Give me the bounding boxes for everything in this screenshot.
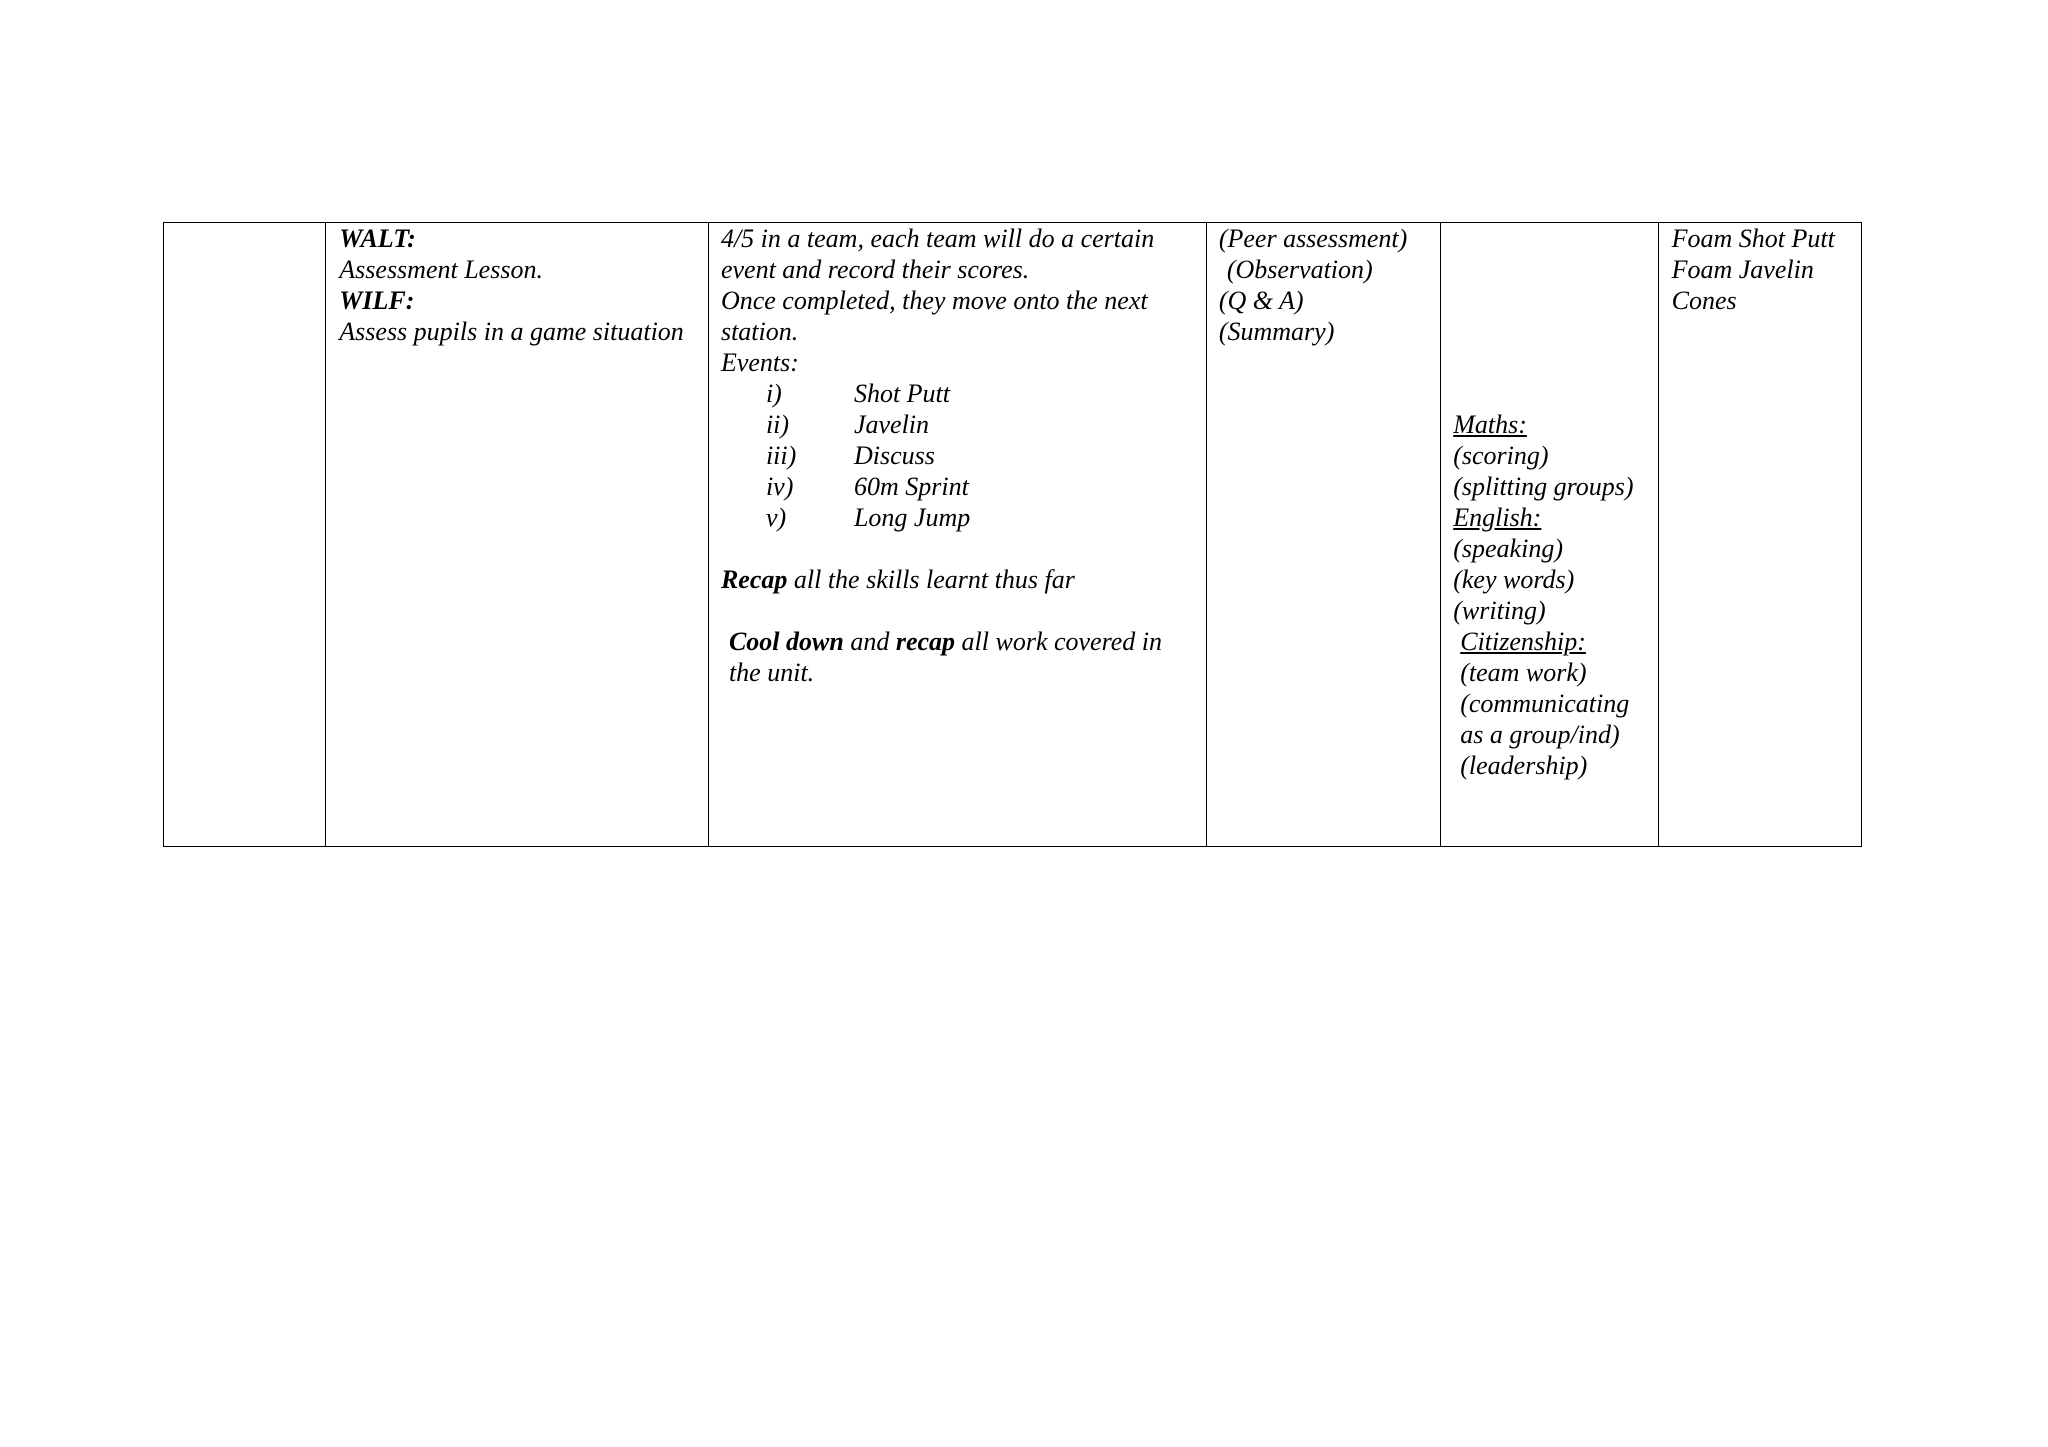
walt-label: WALT: xyxy=(339,224,416,253)
english-item: (key words) xyxy=(1453,565,1575,594)
resource-item: Foam Shot Putt xyxy=(1671,224,1835,253)
list-item: iii) Discuss xyxy=(765,441,935,470)
citizenship-item: (communicating as a group/ind) xyxy=(1460,689,1630,749)
lesson-plan-table xyxy=(163,222,1862,847)
maths-item: (splitting groups) xyxy=(1453,472,1634,501)
list-item: v) Long Jump xyxy=(765,503,971,532)
english-label: English: xyxy=(1453,503,1542,532)
activities-cell xyxy=(708,223,1206,847)
resource-item: Cones xyxy=(1671,286,1737,315)
events-label: Events: xyxy=(720,348,799,377)
assessment-item: (Q & A) xyxy=(1218,286,1304,315)
list-item: iv) 60m Sprint xyxy=(765,472,969,501)
lesson-number-cell xyxy=(164,223,326,847)
maths-item: (scoring) xyxy=(1453,441,1549,470)
assessment-item: (Summary) xyxy=(1218,317,1335,346)
citizenship-label: Citizenship: xyxy=(1460,627,1586,656)
list-item: ii) Javelin xyxy=(765,410,930,439)
recap-line: Recap all the skills learnt thus far xyxy=(720,565,1075,594)
wilf-text: Assess pupils in a game situation xyxy=(339,317,684,346)
lesson-row xyxy=(164,223,1862,847)
english-item: (speaking) xyxy=(1453,534,1563,563)
cool-down-line: Cool down and recap all work covered in the unit. xyxy=(728,627,1163,687)
english-item: (writing) xyxy=(1453,596,1546,625)
citizenship-item: (leadership) xyxy=(1460,751,1588,780)
cross-curricular-cell xyxy=(1441,223,1658,847)
activity-intro-1: 4/5 in a team, each team will do a certain event and record their scores. xyxy=(720,224,1155,284)
wilf-label: WILF: xyxy=(339,286,415,315)
maths-label: Maths: xyxy=(1453,410,1527,439)
resource-item: Foam Javelin xyxy=(1671,255,1814,284)
list-item: i) Shot Putt xyxy=(765,379,951,408)
assessment-item: (Peer assessment) xyxy=(1218,224,1408,253)
activity-intro-2: Once completed, they move onto the next station. xyxy=(720,286,1148,346)
assessment-item: (Observation) xyxy=(1226,255,1373,284)
objectives-cell xyxy=(326,223,709,847)
assessment-cell xyxy=(1206,223,1440,847)
events-list xyxy=(721,378,1200,533)
citizenship-item: (team work) xyxy=(1460,658,1587,687)
resources-cell xyxy=(1658,223,1861,847)
walt-text: Assessment Lesson. xyxy=(339,255,543,284)
